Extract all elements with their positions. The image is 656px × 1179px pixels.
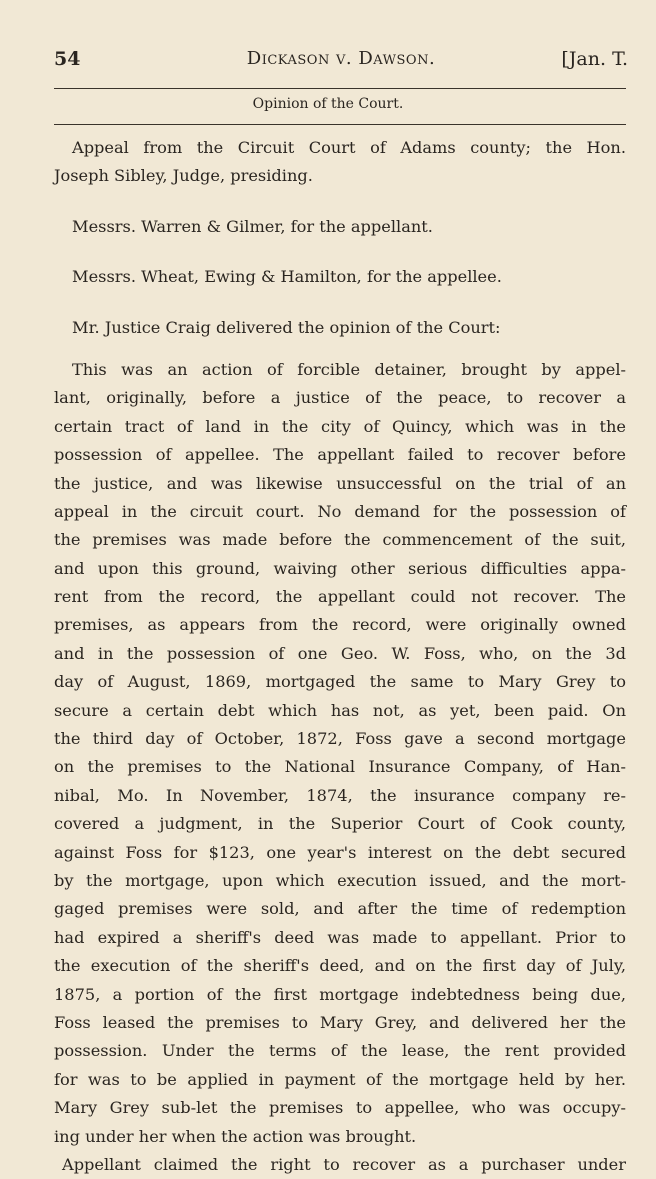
- header-rule-top: [54, 88, 626, 89]
- appellant-counsel: Messrs. Warren & Gilmer, for the appellant.: [72, 216, 433, 236]
- paragraph-line: had expired a sheriff's deed was made to appellant. Prior to: [54, 927, 626, 947]
- page-header: [54, 48, 628, 84]
- paragraph-line: ing under her when the action was brought.: [54, 1126, 417, 1146]
- paragraph-line: and upon this ground, waiving other serious difficulties appa-: [54, 558, 626, 578]
- paragraph-line: the justice, and was likewise unsuccessful on the trial of an: [54, 473, 626, 493]
- page-number: 54: [54, 48, 81, 70]
- opinion-attribution: Mr. Justice Craig delivered the opinion of the Court:: [72, 317, 501, 337]
- paragraph-line: covered a judgment, in the Superior Court of Cook county,: [54, 814, 626, 834]
- paragraph-line: rent from the record, the appellant could not recover. The: [54, 587, 626, 607]
- paragraph-line: This was an action of forcible detainer, brought by appel-: [72, 359, 626, 379]
- header-rule-bottom: [54, 124, 626, 125]
- opinion-paragraph-1: [54, 356, 626, 1151]
- opinion-paragraph-2-start: Appellant claimed the right to recover as a purchaser under: [62, 1154, 626, 1174]
- page-body: [54, 134, 626, 1179]
- paragraph-line: possession. Under the terms of the lease, the rent provided: [54, 1041, 626, 1061]
- paragraph-line: for was to be applied in payment of the mortgage held by her.: [54, 1069, 626, 1089]
- paragraph-line: possession of appellee. The appellant failed to recover before: [54, 445, 626, 465]
- paragraph-line: gaged premises were sold, and after the time of redemption: [54, 899, 626, 919]
- appellee-counsel: Messrs. Wheat, Ewing & Hamilton, for the appellee.: [72, 267, 502, 287]
- paragraph-line: on the premises to the National Insurance Company, of Han-: [54, 757, 626, 777]
- paragraph-line: the third day of October, 1872, Foss gave a second mortgage: [54, 729, 626, 749]
- paragraph-line: 1875, a portion of the first mortgage indebtedness being due,: [54, 984, 626, 1004]
- paragraph-line: and in the possession of one Geo. W. Foss, who, on the 3d: [54, 643, 626, 663]
- paragraph-line: Foss leased the premises to Mary Grey, and delivered her the: [54, 1012, 626, 1032]
- paragraph-line: certain tract of land in the city of Quincy, which was in the: [54, 416, 626, 436]
- paragraph-line: appeal in the circuit court. No demand for the possession of: [54, 501, 626, 521]
- paragraph-line: against Foss for $123, one year's interest on the debt secured: [54, 842, 626, 862]
- paragraph-line: day of August, 1869, mortgaged the same to Mary Grey to: [54, 672, 626, 692]
- paragraph-line: secure a certain debt which has not, as yet, been paid. On: [54, 700, 626, 720]
- appeal-line-2: Joseph Sibley, Judge, presiding.: [54, 166, 313, 186]
- paragraph-line: Mary Grey sub-let the premises to appellee, who was occupy-: [54, 1098, 626, 1118]
- paragraph-line: nibal, Mo. In November, 1874, the insurance company re-: [54, 785, 626, 805]
- paragraph-line: the premises was made before the commencement of the suit,: [54, 530, 626, 550]
- appeal-line-1: Appeal from the Circuit Court of Adams county; the Hon.: [72, 138, 626, 157]
- term-label: [Jan. T.: [561, 48, 628, 70]
- running-title: Dickason v. Dawson.: [246, 48, 436, 69]
- paragraph-line: the execution of the sheriff's deed, and on the first day of July,: [54, 956, 626, 976]
- section-subheading: Opinion of the Court.: [252, 96, 404, 112]
- paragraph-line: by the mortgage, upon which execution issued, and the mort-: [54, 870, 626, 890]
- paragraph-line: lant, originally, before a justice of the peace, to recover a: [54, 388, 626, 408]
- paragraph-line: premises, as appears from the record, were originally owned: [54, 615, 626, 635]
